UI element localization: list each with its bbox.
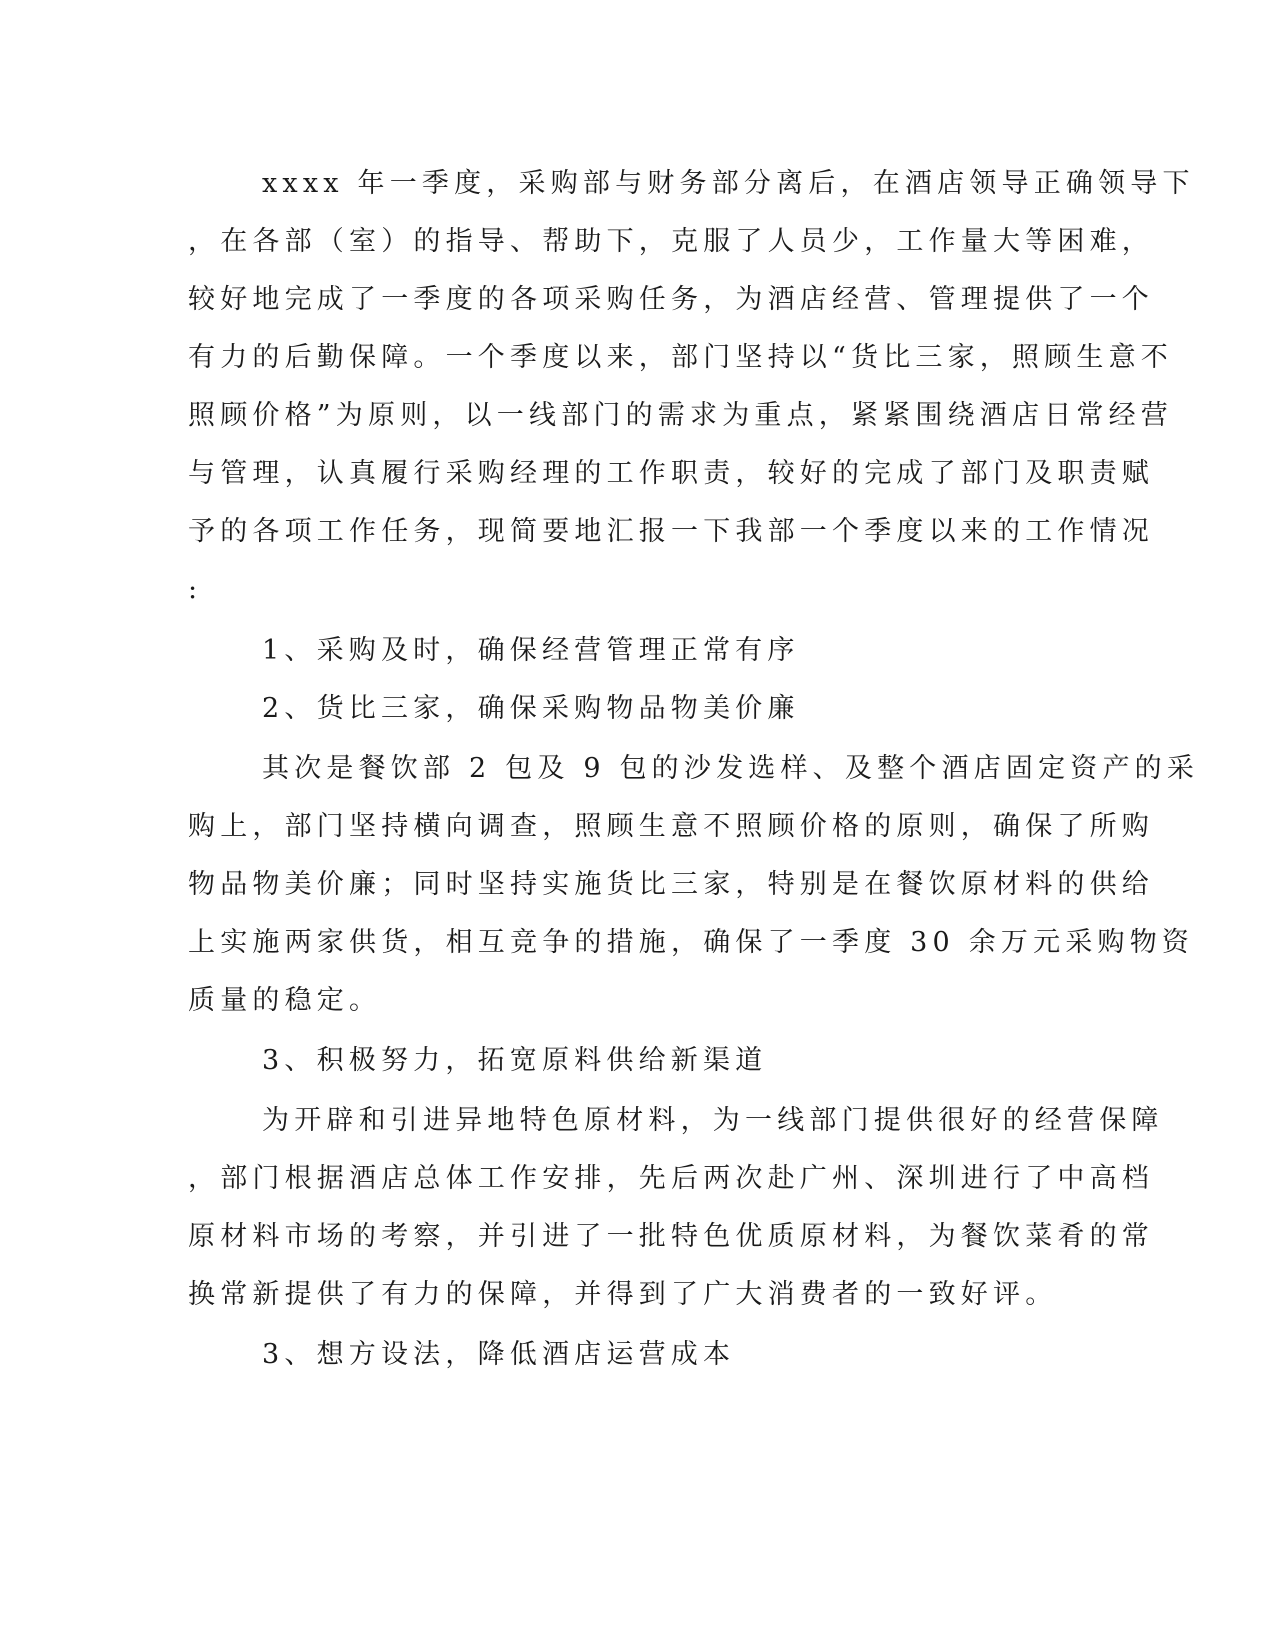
paragraph-1-line-2: ，在各部（室）的指导、帮助下，克服了人员少，工作量大等困难， bbox=[188, 226, 1154, 257]
paragraph-3-line-2: ，部门根据酒店总体工作安排，先后两次赴广州、深圳进行了中高档 bbox=[188, 1163, 1154, 1194]
heading-item-1: 1、采购及时，确保经营管理正常有序 bbox=[262, 635, 800, 666]
paragraph-3-line-4: 换常新提供了有力的保障，并得到了广大消费者的一致好评。 bbox=[188, 1279, 1058, 1310]
paragraph-2-line-4: 上实施两家供货，相互竞争的措施，确保了一季度 30 余万元采购物资 bbox=[188, 927, 1195, 958]
paragraph-3-line-3: 原材料市场的考察，并引进了一批特色优质原材料，为餐饮菜肴的常 bbox=[188, 1221, 1154, 1252]
paragraph-1-line-5: 照顾价格”为原则，以一线部门的需求为重点，紧紧围绕酒店日常经营 bbox=[188, 400, 1174, 431]
paragraph-1-line-8: : bbox=[188, 574, 203, 605]
paragraph-1-line-3: 较好地完成了一季度的各项采购任务，为酒店经营、管理提供了一个 bbox=[188, 284, 1154, 315]
heading-item-3: 3、积极努力，拓宽原料供给新渠道 bbox=[262, 1045, 768, 1076]
paragraph-3-line-1: 为开辟和引进异地特色原材料，为一线部门提供很好的经营保障 bbox=[262, 1105, 1164, 1136]
paragraph-1-line-7: 予的各项工作任务，现简要地汇报一下我部一个季度以来的工作情况 bbox=[188, 516, 1154, 547]
paragraph-1-line-1: xxxx 年一季度，采购部与财务部分离后，在酒店领导正确领导下 bbox=[262, 168, 1195, 199]
paragraph-2-line-2: 购上，部门坚持横向调查，照顾生意不照顾价格的原则，确保了所购 bbox=[188, 811, 1154, 842]
paragraph-2-line-5: 质量的稳定。 bbox=[188, 985, 382, 1016]
paragraph-2-line-3: 物品物美价廉；同时坚持实施货比三家，特别是在餐饮原材料的供给 bbox=[188, 869, 1154, 900]
paragraph-2-line-1: 其次是餐饮部 2 包及 9 包的沙发选样、及整个酒店固定资产的采 bbox=[262, 753, 1200, 784]
heading-item-3b: 3、想方设法，降低酒店运营成本 bbox=[262, 1339, 736, 1370]
paragraph-1-line-6: 与管理，认真履行采购经理的工作职责，较好的完成了部门及职责赋 bbox=[188, 458, 1154, 489]
heading-item-2: 2、货比三家，确保采购物品物美价廉 bbox=[262, 693, 800, 724]
paragraph-1-line-4: 有力的后勤保障。一个季度以来，部门坚持以“货比三家，照顾生意不 bbox=[188, 342, 1174, 373]
